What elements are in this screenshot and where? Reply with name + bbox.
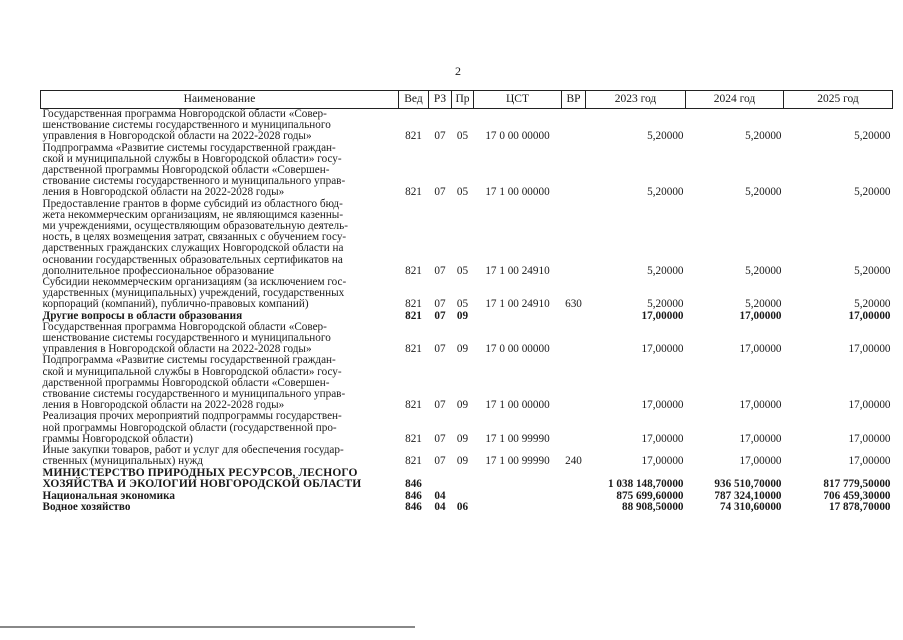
cell-pr: 06 bbox=[456, 500, 469, 513]
header-ved: Вед bbox=[399, 91, 429, 109]
cell-cst: 17 1 00 24910 bbox=[485, 298, 550, 311]
cell-2023: 5,20000 bbox=[647, 298, 684, 311]
header-2025: 2025 год bbox=[784, 91, 893, 109]
table-row bbox=[41, 411, 893, 445]
cell-2025: 817 779,50000 bbox=[823, 478, 891, 491]
cell-rz: 07 bbox=[434, 432, 446, 445]
cell-rz: 07 bbox=[434, 343, 446, 356]
cell-cst: 17 1 00 00000 bbox=[485, 186, 550, 199]
cell-cst: 17 1 00 24910 bbox=[485, 264, 550, 277]
cell-ved: 846 bbox=[405, 489, 422, 502]
cell-name: Государственная программа Новгородской области «Совер- шенствование системы государственного и муниципального управления в Новгородской области на 2022-2028 годы» bbox=[42, 320, 331, 356]
cell-cst: 17 0 00 00000 bbox=[485, 130, 550, 143]
cell-2025: 5,20000 bbox=[854, 298, 891, 311]
cell-vr: 630 bbox=[565, 298, 582, 311]
cell-vr: 240 bbox=[565, 455, 582, 468]
table-row bbox=[41, 199, 893, 277]
footer-divider bbox=[0, 626, 415, 628]
cell-cst: 17 0 00 00000 bbox=[485, 343, 550, 356]
cell-2023: 17,00000 bbox=[641, 343, 684, 356]
cell-ved: 846 bbox=[405, 478, 422, 491]
cell-2024: 74 310,60000 bbox=[719, 500, 782, 513]
table-row bbox=[41, 468, 893, 491]
cell-2024: 5,20000 bbox=[745, 298, 782, 311]
cell-pr: 05 bbox=[456, 298, 469, 311]
cell-vr bbox=[562, 199, 586, 277]
cell-rz: 07 bbox=[434, 455, 446, 468]
cell-2023: 17,00000 bbox=[641, 399, 684, 412]
table-row bbox=[41, 277, 893, 311]
cell-cst bbox=[474, 468, 562, 491]
header-cst: ЦСТ bbox=[474, 91, 562, 109]
cell-vr bbox=[562, 491, 586, 502]
cell-rz: 04 bbox=[434, 500, 446, 513]
cell-2023: 5,20000 bbox=[647, 186, 684, 199]
cell-2024: 17,00000 bbox=[739, 432, 782, 445]
cell-cst: 17 1 00 00000 bbox=[485, 399, 550, 412]
cell-2025: 17,00000 bbox=[848, 399, 891, 412]
cell-2024: 5,20000 bbox=[745, 264, 782, 277]
cell-2024: 5,20000 bbox=[745, 186, 782, 199]
cell-2023: 17,00000 bbox=[641, 455, 684, 468]
cell-ved: 821 bbox=[405, 432, 422, 445]
cell-pr: 09 bbox=[456, 455, 469, 468]
cell-cst bbox=[474, 491, 562, 502]
cell-2023: 17,00000 bbox=[641, 432, 684, 445]
cell-2024: 5,20000 bbox=[745, 130, 782, 143]
cell-2023: 5,20000 bbox=[647, 264, 684, 277]
cell-name: Иные закупки товаров, работ и услуг для обеспечения государ- ственных (муниципальных) нужд bbox=[42, 444, 344, 468]
table-row bbox=[41, 355, 893, 411]
cell-vr bbox=[562, 311, 586, 322]
cell-ved: 821 bbox=[405, 343, 422, 356]
header-vr: ВР bbox=[562, 91, 586, 109]
cell-vr bbox=[562, 109, 586, 143]
cell-2025: 5,20000 bbox=[854, 186, 891, 199]
cell-rz: 07 bbox=[434, 130, 446, 143]
cell-rz: 07 bbox=[434, 298, 446, 311]
cell-pr: 09 bbox=[456, 432, 469, 445]
cell-name: Подпрограмма «Развитие системы государственной граждан- ской и муниципальной службы в Новгородской области» госу- дарственной программы Новгородской области «Совершен- ствование системы государственного и муниципального управ- ления в Новгородской области на 2022-2028 годы» bbox=[42, 354, 346, 412]
table-row bbox=[41, 109, 893, 143]
cell-pr: 05 bbox=[456, 264, 469, 277]
cell-rz: 07 bbox=[434, 309, 446, 322]
header-2024: 2024 год bbox=[686, 91, 784, 109]
table-row bbox=[41, 445, 893, 467]
cell-2024: 17,00000 bbox=[739, 343, 782, 356]
cell-2025: 17 878,70000 bbox=[828, 500, 891, 513]
cell-cst: 17 1 00 99990 bbox=[485, 455, 550, 468]
table-body bbox=[41, 109, 893, 513]
table-row bbox=[41, 502, 893, 513]
cell-2025: 5,20000 bbox=[854, 130, 891, 143]
cell-name: Подпрограмма «Развитие системы государственной граждан- ской и муниципальной службы в Новгородской области» госу- дарственной программы Новгородской области «Совершен- ствование системы государственного и муниципального управ- ления в Новгородской области на 2022-2028 годы» bbox=[42, 141, 346, 199]
cell-pr: 09 bbox=[456, 309, 469, 322]
budget-table bbox=[40, 90, 893, 513]
cell-2025: 17,00000 bbox=[848, 455, 891, 468]
cell-name: Государственная программа Новгородской области «Совер- шенствование системы государственного и муниципального управления в Новгородской области на 2022-2028 годы» bbox=[42, 108, 331, 143]
cell-vr bbox=[562, 355, 586, 411]
header-name: Наименование bbox=[41, 91, 399, 109]
header-2023: 2023 год bbox=[586, 91, 686, 109]
cell-name: Национальная экономика bbox=[42, 489, 175, 502]
cell-name: Другие вопросы в области образования bbox=[42, 309, 243, 322]
cell-pr: 09 bbox=[456, 343, 469, 356]
cell-pr: 09 bbox=[456, 399, 469, 412]
cell-2025: 17,00000 bbox=[848, 309, 891, 322]
cell-rz bbox=[429, 468, 452, 491]
cell-ved: 821 bbox=[405, 455, 422, 468]
cell-2024: 787 324,10000 bbox=[714, 489, 782, 502]
cell-2024: 17,00000 bbox=[739, 455, 782, 468]
cell-ved: 821 bbox=[405, 399, 422, 412]
cell-2023: 5,20000 bbox=[647, 130, 684, 143]
cell-cst bbox=[474, 502, 562, 513]
cell-rz: 07 bbox=[434, 399, 446, 412]
cell-vr bbox=[562, 411, 586, 445]
table-header-row bbox=[41, 91, 893, 109]
cell-vr bbox=[562, 502, 586, 513]
cell-2024: 17,00000 bbox=[739, 399, 782, 412]
cell-name: Реализация прочих мероприятий подпрограммы государствен- ной программы Новгородской области (государственной про- граммы Новгородской области) bbox=[42, 410, 342, 445]
cell-2025: 17,00000 bbox=[848, 343, 891, 356]
cell-2023: 17,00000 bbox=[641, 309, 684, 322]
cell-cst bbox=[474, 311, 562, 322]
cell-ved: 846 bbox=[405, 500, 422, 513]
cell-ved: 821 bbox=[405, 130, 422, 143]
cell-ved: 821 bbox=[405, 309, 422, 322]
cell-2023: 1 038 148,70000 bbox=[607, 478, 684, 491]
table-row bbox=[41, 322, 893, 356]
cell-vr bbox=[562, 143, 586, 199]
cell-pr: 05 bbox=[456, 186, 469, 199]
header-rz: РЗ bbox=[429, 91, 452, 109]
cell-pr: 05 bbox=[456, 130, 469, 143]
cell-2024: 17,00000 bbox=[739, 309, 782, 322]
cell-2024: 936 510,70000 bbox=[714, 478, 782, 491]
cell-ved: 821 bbox=[405, 264, 422, 277]
cell-vr bbox=[562, 468, 586, 491]
cell-2025: 5,20000 bbox=[854, 264, 891, 277]
cell-2025: 17,00000 bbox=[848, 432, 891, 445]
cell-pr bbox=[452, 468, 474, 491]
cell-name: Предоставление грантов в форме субсидий из областного бюд- жета некоммерческим организациям, не являющимся казенны- ми учреждениями, осуществляющим образовательную деятель- ность, в целях возмещения затрат, связанных с обучением госу- дарственных гражданских служащих Новгородской области на основании государственных образовательных сертификатов на дополнительное профессиональное образование bbox=[42, 197, 348, 277]
cell-name: МИНИСТЕРСТВО ПРИРОДНЫХ РЕСУРСОВ, ЛЕСНОГО ХОЗЯЙСТВА И ЭКОЛОГИИ НОВГОРОДСКОЙ ОБЛАСТИ bbox=[42, 466, 362, 490]
header-pr: Пр bbox=[452, 91, 474, 109]
cell-rz: 07 bbox=[434, 186, 446, 199]
cell-vr bbox=[562, 322, 586, 356]
cell-name: Водное хозяйство bbox=[42, 500, 131, 513]
page-number: 2 bbox=[455, 64, 461, 78]
cell-rz: 07 bbox=[434, 264, 446, 277]
cell-ved: 821 bbox=[405, 298, 422, 311]
table-row bbox=[41, 143, 893, 199]
cell-ved: 821 bbox=[405, 186, 422, 199]
cell-2025: 706 459,30000 bbox=[823, 489, 891, 502]
cell-name: Субсидии некоммерческим организациям (за исключением гос- ударственных (муниципальных) учреждений, государственных корпораций (компаний), публично-правовых компаний) bbox=[42, 276, 347, 311]
cell-2023: 88 908,50000 bbox=[621, 500, 684, 513]
cell-cst: 17 1 00 99990 bbox=[485, 432, 550, 445]
cell-rz: 04 bbox=[434, 489, 446, 502]
cell-2023: 875 699,60000 bbox=[616, 489, 684, 502]
